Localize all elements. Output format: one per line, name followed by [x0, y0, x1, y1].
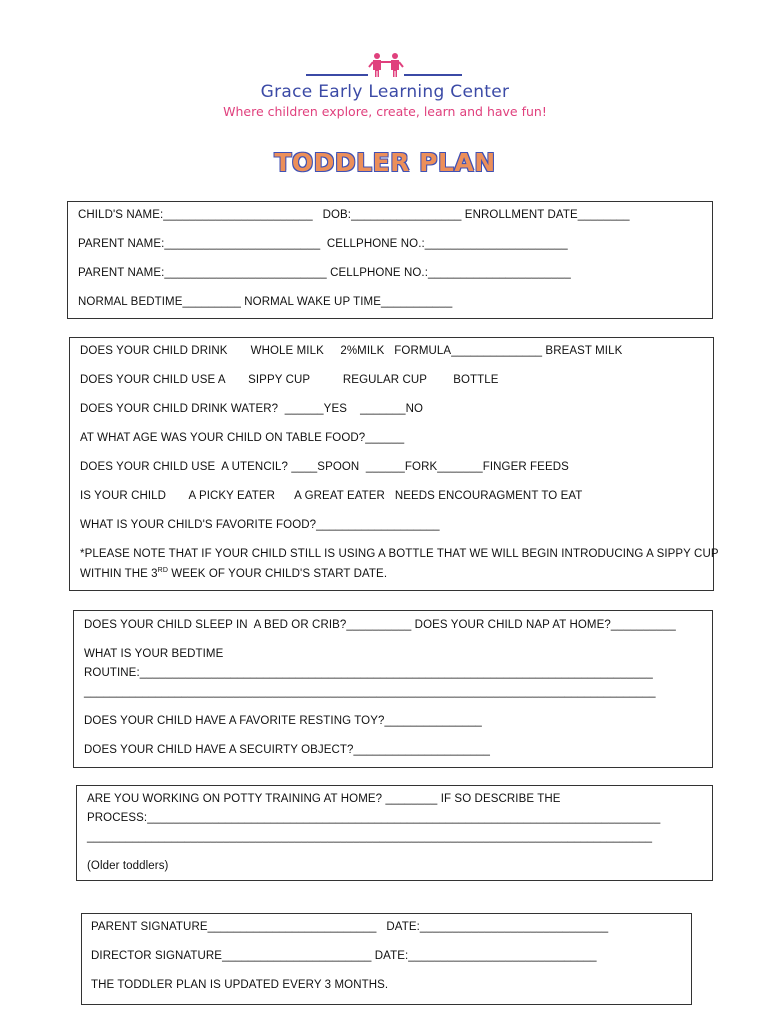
older-toddlers-note: (Older toddlers)	[87, 860, 169, 872]
sleep-box	[73, 610, 713, 768]
table-food-line[interactable]: AT WHAT AGE WAS YOUR CHILD ON TABLE FOOD?______	[80, 432, 405, 444]
eater-line[interactable]: IS YOUR CHILD A PICKY EATER A GREAT EATER NEEDS ENCOURAGMENT TO EAT	[80, 490, 583, 502]
potty-training-box	[76, 785, 713, 881]
bottle-note-line-1: *PLEASE NOTE THAT IF YOUR CHILD STILL IS USING A BOTTLE THAT WE WILL BEGIN INTRODUCING A SIPPY CUP	[80, 548, 719, 560]
process-line-1[interactable]: PROCESS:_______________________________________________________________________________	[87, 812, 661, 824]
logo-figures	[0, 52, 770, 80]
favorite-food-line[interactable]: WHAT IS YOUR CHILD'S FAVORITE FOOD?___________________	[80, 519, 440, 531]
logo-tagline: Where children explore, create, learn and have fun!	[223, 104, 547, 119]
bedtime-line[interactable]: NORMAL BEDTIME_________ NORMAL WAKE UP TIME___________	[78, 296, 453, 308]
drink-line[interactable]: DOES YOUR CHILD DRINK WHOLE MILK 2%MILK FORMULA______________ BREAST MILK	[80, 345, 623, 357]
cup-line[interactable]: DOES YOUR CHILD USE A SIPPY CUP REGULAR CUP BOTTLE	[80, 374, 499, 386]
process-line-2[interactable]: _______________________________________________________________________________________	[87, 831, 653, 843]
update-note: THE TODDLER PLAN IS UPDATED EVERY 3 MONTHS.	[91, 979, 389, 991]
routine-line-1[interactable]: ROUTINE:_______________________________________________________________________________	[84, 667, 653, 679]
child-info-box	[67, 201, 713, 319]
bottle-note-line-2: WITHIN THE 3RD WEEK OF YOUR CHILD'S START DATE.	[80, 567, 388, 580]
director-signature-line[interactable]: DIRECTOR SIGNATURE_______________________ DATE:_____________________________	[91, 950, 597, 962]
parent-signature-line[interactable]: PARENT SIGNATURE__________________________ DATE:_____________________________	[91, 921, 609, 933]
logo	[0, 52, 770, 119]
routine-line-2[interactable]: ________________________________________________________________________________________	[84, 686, 656, 698]
water-line[interactable]: DOES YOUR CHILD DRINK WATER? ______YES _______NO	[80, 403, 424, 415]
logo-title: Grace Early Learning Center	[260, 82, 510, 102]
utensil-line[interactable]: DOES YOUR CHILD USE A UTENCIL? ____SPOON ______FORK_______FINGER FEEDS	[80, 461, 569, 473]
child-name-line[interactable]: CHILD'S NAME:_______________________ DOB:_________________ ENROLLMENT DATE________	[78, 209, 630, 221]
potty-line[interactable]: ARE YOU WORKING ON POTTY TRAINING AT HOME? ________ IF SO DESCRIBE THE	[87, 793, 561, 805]
logo-rule-right	[404, 74, 462, 76]
children-holding-hands-icon	[368, 52, 404, 78]
logo-rule-left	[306, 74, 368, 76]
sleep-line[interactable]: DOES YOUR CHILD SLEEP IN A BED OR CRIB?__________ DOES YOUR CHILD NAP AT HOME?__________	[84, 619, 676, 631]
resting-toy-line[interactable]: DOES YOUR CHILD HAVE A FAVORITE RESTING TOY?_______________	[84, 715, 482, 727]
security-object-line[interactable]: DOES YOUR CHILD HAVE A SECUIRTY OBJECT?_____________________	[84, 744, 490, 756]
parent-name-line-2[interactable]: PARENT NAME:_________________________ CELLPHONE NO.:______________________	[78, 267, 571, 279]
bedtime-routine-label: WHAT IS YOUR BEDTIME	[84, 648, 224, 660]
parent-name-line-1[interactable]: PARENT NAME:________________________ CELLPHONE NO.:______________________	[78, 238, 568, 250]
page-title: TODDLER PLAN	[274, 148, 496, 177]
signature-box	[81, 913, 692, 1005]
feeding-box	[69, 337, 719, 591]
